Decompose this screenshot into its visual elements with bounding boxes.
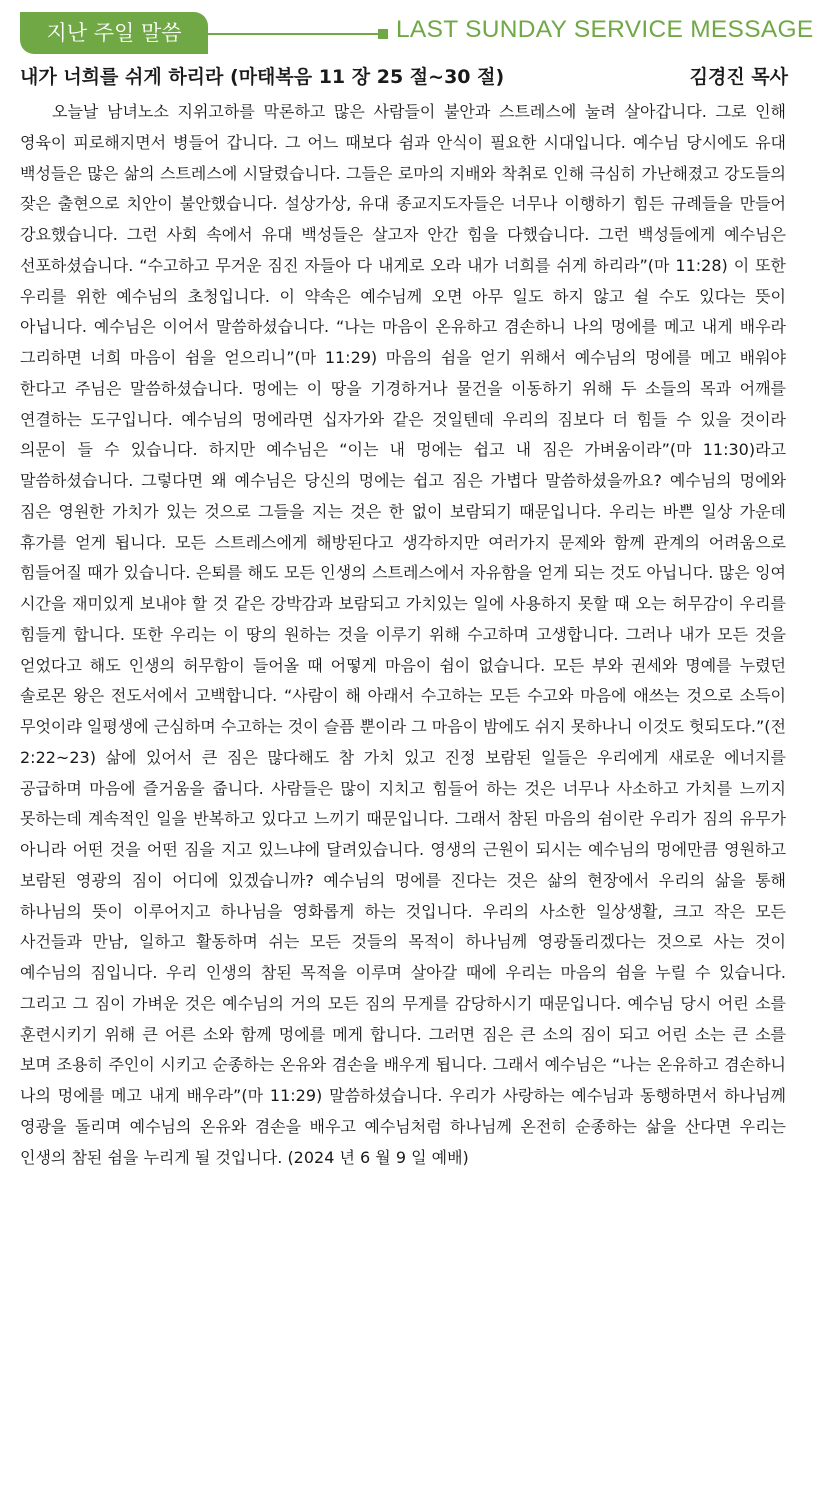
sermon-body: 오늘날 남녀노소 지위고하를 막론하고 많은 사람들이 불안과 스트레스에 눌려 살아갑니다. 그로 인해 영육이 피로해지면서 병들어 갑니다. 그 어느 때보다 쉼과 안식이 필요한 시대입니다. 예수님 당시에도 유대 백성들은 많은 삶의 스트레스에 시달렸습니다. 그들은 로마의 지배와 착취로 인해 극심히 가난해졌고 강도들의 잦은 출현으로 치안이 불안했습니다. 설상가상, 유대 종교지도자들은 너무나 이행하기 힘든 규례들을 만들어 강요했습니다. 그런 사회 속에서 유대 백성들은 살고자 안간 힘을 다했습니다. 그런 백성들에게 예수님은 선포하셨습니다. “수고하고 무거운 짐진 자들아 다 내게로 오라 내가 너희를 쉬게 하리라”(마 11:28) 이 또한 우리를 위한 예수님의 초청입니다. 이 약속은 예수님께 오면 아무 일도 하지 않고 쉴 수도 있다는 뜻이 아닙니다. 예수님은 이어서 말씀하셨습니다. “나는 마음이 온유하고 겸손하니 나의 멍에를 메고 내게 배우라 그리하면 너희 마음이 쉼을 얻으리니”(마 11:29) 마음의 쉼을 얻기 위해서 예수님의 멍에를 메고 배워야 한다고 주님은 말씀하셨습니다. 멍에는 이 땅을 기경하거나 물건을 이동하기 위해 두 소들의 목과 어깨를 연결하는 도구입니다. 예수님의 멍에라면 십자가와 같은 것일텐데 우리의 짐보다 더 힘들 수 있을 것이라 의문이 들 수 있습니다. 하지만 예수님은 “이는 내 멍에는 쉽고 내 짐은 가벼움이라”(마 11:30)라고 말씀하셨습니다. 그렇다면 왜 예수님은 당신의 멍에는 쉽고 짐은 가볍다 말씀하셨을까요? 예수님의 멍에와 짐은 영원한 가치가 있는 것으로 그들을 지는 것은 한 없이 보람되기 때문입니다. 우리는 바쁜 일상 가운데 휴가를 얻게 됩니다. 모든 스트레스에게 해방된다고 생각하지만 여러가지 문제와 함께 관계의 어려움으로 힘들어질 때가 있습니다. 은퇴를 해도 모든 인생의 스트레스에서 자유함을 얻게 되는 것도 아닙니다. 많은 잉여 시간을 재미있게 보내야 할 것 같은 강박감과 보람되고 가치있는 일에 사용하지 못할 때 오는 허무감이 우리를 힘들게 합니다. 또한 우리는 이 땅의 원하는 것을 이루기 위해 수고하며 고생합니다. 그러나 내가 모든 것을 얻었다고 해도 인생의 허무함이 들어올 때 어떻게 마음이 쉼이 없습니다. 모든 부와 권세와 명예를 누렸던 솔로몬 왕은 전도서에서 고백합니다. “사람이 해 아래서 수고하는 모든 수고와 마음에 애쓰는 것으로 소득이 무엇이랴 일평생에 근심하며 수고하는 것이 슬픔 뿐이라 그 마음이 밤에도 쉬지 못하나니 이것도 헛되도다.”(전 2:22~23) 삶에 있어서 큰 짐은 많다해도 참 가치 있고 진정 보람된 일들은 우리에게 새로운 에너지를 공급하며 마음에 즐거움을 줍니다. 사람들은 많이 지치고 힘들어 하는 것은 너무나 사소하고 가치를 느끼지 못하는데 계속적인 일을 반복하고 있다고 느끼기 때문입니다. 그래서 참된 마음의 쉼이란 우리가 짐의 유무가 아니라 어떤 것을 어떤 짐을 지고 있느냐에 달려있습니다. 영생의 근원이 되시는 예수님의 멍에만큼 영원하고 보람된 영광의 짐이 어디에 있겠습니까? 예수님의 멍에를 진다는 것은 삶의 현장에서 우리의 삶을 통해 하나님의 뜻이 이루어지고 하나님을 영화롭게 하는 것입니다. 우리의 사소한 일상생활, 크고 작은 모든 사건들과 만남, 일하고 활동하며 쉬는 모든 것들의 목적이 하나님께 영광돌리겠다는 것으로 사는 것이 예수님의 짐입니다. 우리 인생의 참된 목적을 이루며 살아갈 때에 우리는 마음의 쉼을 누릴 수 있습니다. 그리고 그 짐이 가벼운 것은 예수님의 거의 모든 짐의 무게를 감당하시기 때문입니다. 예수님 당시 어린 소를 훈련시키기 위해 큰 어른 소와 함께 멍에를 메게 합니다. 그러면 짐은 큰 소의 짐이 되고 어린 소는 큰 소를 보며 조용히 주인이 시키고 순종하는 온유와 겸손을 배우게 됩니다. 그래서 예수님은 “나는 온유하고 겸손하니 나의 멍에를 메고 내게 배우라”(마 11:29) 말씀하셨습니다. 우리가 사랑하는 예수님과 동행하면서 하나님께 영광을 돌리며 예수님의 온유와 겸손을 배우고 예수님처럼 하나님께 온전히 순종하는 삶을 산다면 우리는 인생의 참된 쉼을 누리게 될 것입니다. (2024 년 6 월 9 일 예배) xyxy=(20,102,786,1167)
section-english-title: LAST SUNDAY SERVICE MESSAGE xyxy=(396,16,814,43)
section-tab-label: 지난 주일 말씀 xyxy=(20,12,208,54)
sermon-title: 내가 너희를 쉬게 하리라 (마태복음 11 장 25 절~30 절) xyxy=(20,66,505,88)
section-header xyxy=(20,12,814,56)
header-divider-line xyxy=(208,33,380,35)
pastor-name: 김경진 목사 xyxy=(689,66,788,88)
sermon-title-bar xyxy=(20,62,796,96)
header-divider-square xyxy=(378,29,388,39)
